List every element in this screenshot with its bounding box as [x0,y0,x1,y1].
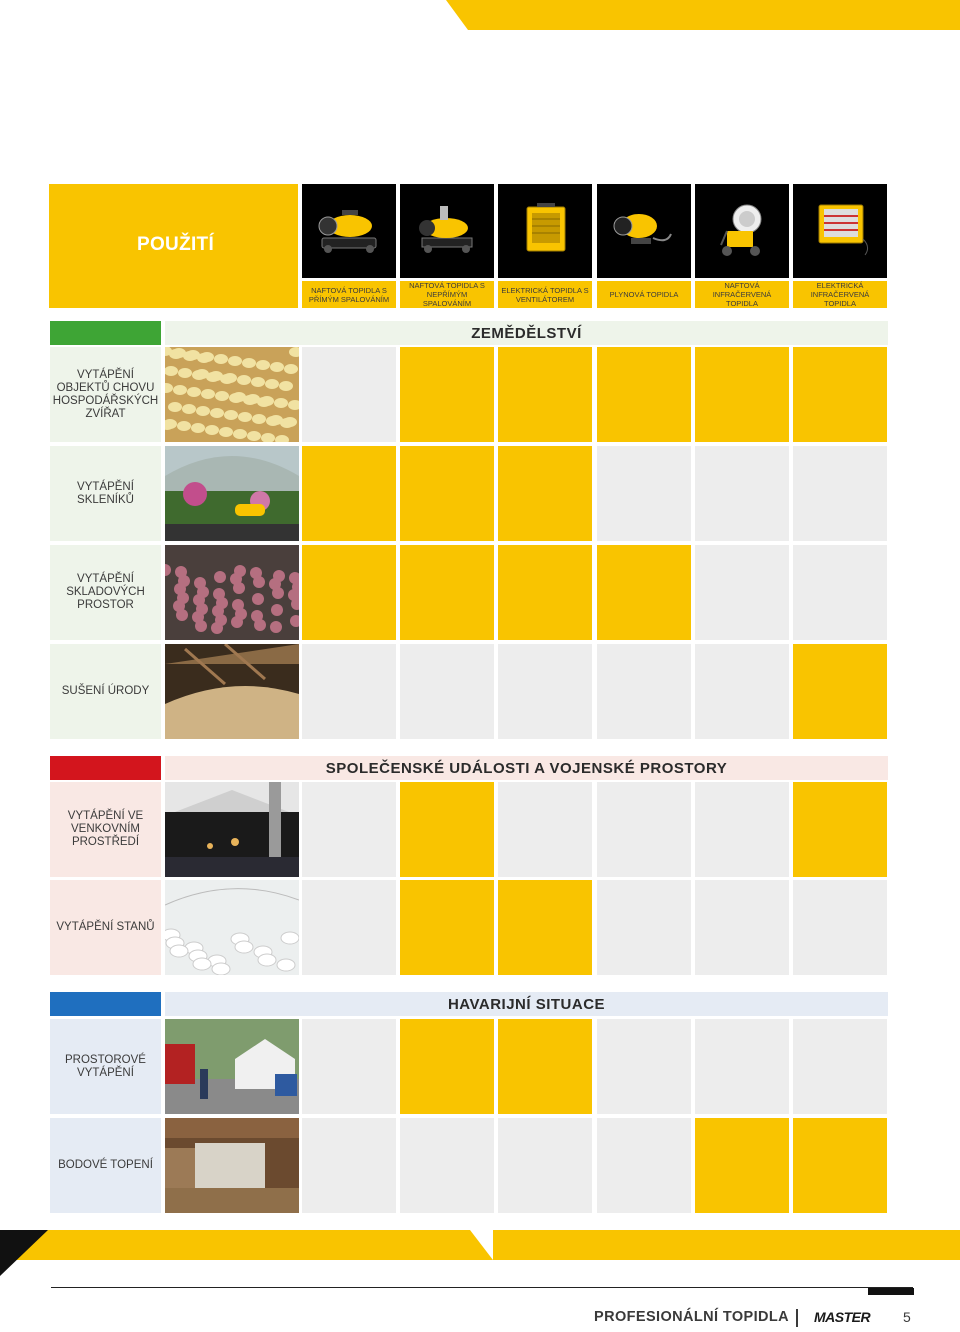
electric-infrared-heater-icon [805,199,875,264]
greenhouse-photo [165,446,299,541]
suitable-cell [597,545,691,640]
product-column-label: NAFTOVÁ INFRAČERVENÁ TOPIDLA [695,281,789,308]
section-color-marker [50,992,161,1016]
section-title: ZEMĚDĚLSTVÍ [165,321,888,345]
oil-infrared-heater-icon [707,199,777,264]
unsuitable-cell [793,446,887,541]
footer-title: PROFESIONÁLNÍ TOPIDLA [594,1309,790,1325]
unsuitable-cell [400,1118,494,1213]
grain-drying-photo [165,644,299,739]
unsuitable-cell [695,644,789,739]
renovation-photo [165,1118,299,1213]
gas-heater-icon [609,204,679,259]
suitable-cell [400,446,494,541]
unsuitable-cell [498,782,592,877]
suitable-cell [793,1118,887,1213]
oil-infrared-heater-image [695,184,789,278]
electric-fan-heater-image [498,184,592,278]
product-column-label: NAFTOVÁ TOPIDLA S PŘÍMÝM SPALOVÁNÍM [302,281,396,308]
product-column-label: ELEKTRICKÁ INFRAČERVENÁ TOPIDLA [793,281,887,308]
footer-separator [796,1309,798,1327]
section-title: HAVARIJNÍ SITUACE [165,992,888,1016]
unsuitable-cell [597,880,691,975]
direct-oil-heater-image [302,184,396,278]
unsuitable-cell [498,644,592,739]
suitable-cell [597,347,691,442]
unsuitable-cell [793,1019,887,1114]
indirect-oil-heater-image [400,184,494,278]
indirect-oil-heater-icon [412,204,482,259]
suitable-cell [793,782,887,877]
suitable-cell [793,347,887,442]
usage-row-label: PROSTOROVÉ VYTÁPĚNÍ [50,1019,161,1114]
product-column-label: ELEKTRICKÁ TOPIDLA S VENTILÁTOREM [498,281,592,308]
suitable-cell [302,545,396,640]
footer-rule [51,1287,913,1288]
usage-title-cell [49,184,298,308]
suitable-cell [302,446,396,541]
warehouse-photo [165,545,299,640]
suitable-cell [498,545,592,640]
suitable-cell [400,782,494,877]
tent-photo [165,880,299,975]
suitable-cell [400,347,494,442]
unsuitable-cell [695,1019,789,1114]
unsuitable-cell [302,347,396,442]
suitable-cell [498,880,592,975]
electric-infrared-heater-image [793,184,887,278]
product-column-label: NAFTOVÁ TOPIDLA S NEPŘÍMÝM SPALOVÁNÍM [400,281,494,308]
unsuitable-cell [400,644,494,739]
brand-logo: MASTER [814,1309,871,1325]
unsuitable-cell [597,446,691,541]
chickens-photo [165,347,299,442]
suitable-cell [793,644,887,739]
unsuitable-cell [597,644,691,739]
unsuitable-cell [498,1118,592,1213]
outdoor-stage-photo [165,782,299,877]
usage-row-label: VYTÁPĚNÍ SKLENÍKŮ [50,446,161,541]
suitable-cell [498,1019,592,1114]
suitable-cell [695,347,789,442]
suitable-cell [400,545,494,640]
unsuitable-cell [695,782,789,877]
usage-row-label: VYTÁPĚNÍ STANŮ [50,880,161,975]
unsuitable-cell [695,545,789,640]
usage-row-label: SUŠENÍ ÚRODY [50,644,161,739]
suitable-cell [400,880,494,975]
unsuitable-cell [793,545,887,640]
unsuitable-cell [302,880,396,975]
unsuitable-cell [597,1019,691,1114]
footer-rule-mark [868,1288,914,1295]
unsuitable-cell [695,446,789,541]
gas-heater-image [597,184,691,278]
footer-accent-band-right [493,1230,960,1260]
section-color-marker [50,756,161,780]
suitable-cell [498,347,592,442]
suitable-cell [498,446,592,541]
unsuitable-cell [695,880,789,975]
section-title: SPOLEČENSKÉ UDÁLOSTI A VOJENSKÉ PROSTORY [165,756,888,780]
unsuitable-cell [793,880,887,975]
unsuitable-cell [302,782,396,877]
page-number: 5 [903,1309,911,1325]
suitable-cell [400,1019,494,1114]
electric-fan-heater-icon [515,201,575,262]
unsuitable-cell [597,1118,691,1213]
unsuitable-cell [597,782,691,877]
usage-row-label: BODOVÉ TOPENÍ [50,1118,161,1213]
unsuitable-cell [302,1019,396,1114]
rescue-scene-photo [165,1019,299,1114]
unsuitable-cell [302,644,396,739]
direct-oil-heater-icon [314,204,384,259]
suitable-cell [695,1118,789,1213]
usage-row-label: VYTÁPĚNÍ SKLADOVÝCH PROSTOR [50,545,161,640]
page-title: POUŽITÍ [137,234,215,255]
usage-row-label: VYTÁPĚNÍ OBJEKTŮ CHOVU HOSPODÁŘSKÝCH ZVÍŘAT [50,347,161,442]
unsuitable-cell [302,1118,396,1213]
section-color-marker [50,321,161,345]
usage-row-label: VYTÁPĚNÍ VE VENKOVNÍM PROSTŘEDÍ [50,782,161,877]
top-accent-band [446,0,960,30]
product-column-label: PLYNOVÁ TOPIDLA [597,281,691,308]
